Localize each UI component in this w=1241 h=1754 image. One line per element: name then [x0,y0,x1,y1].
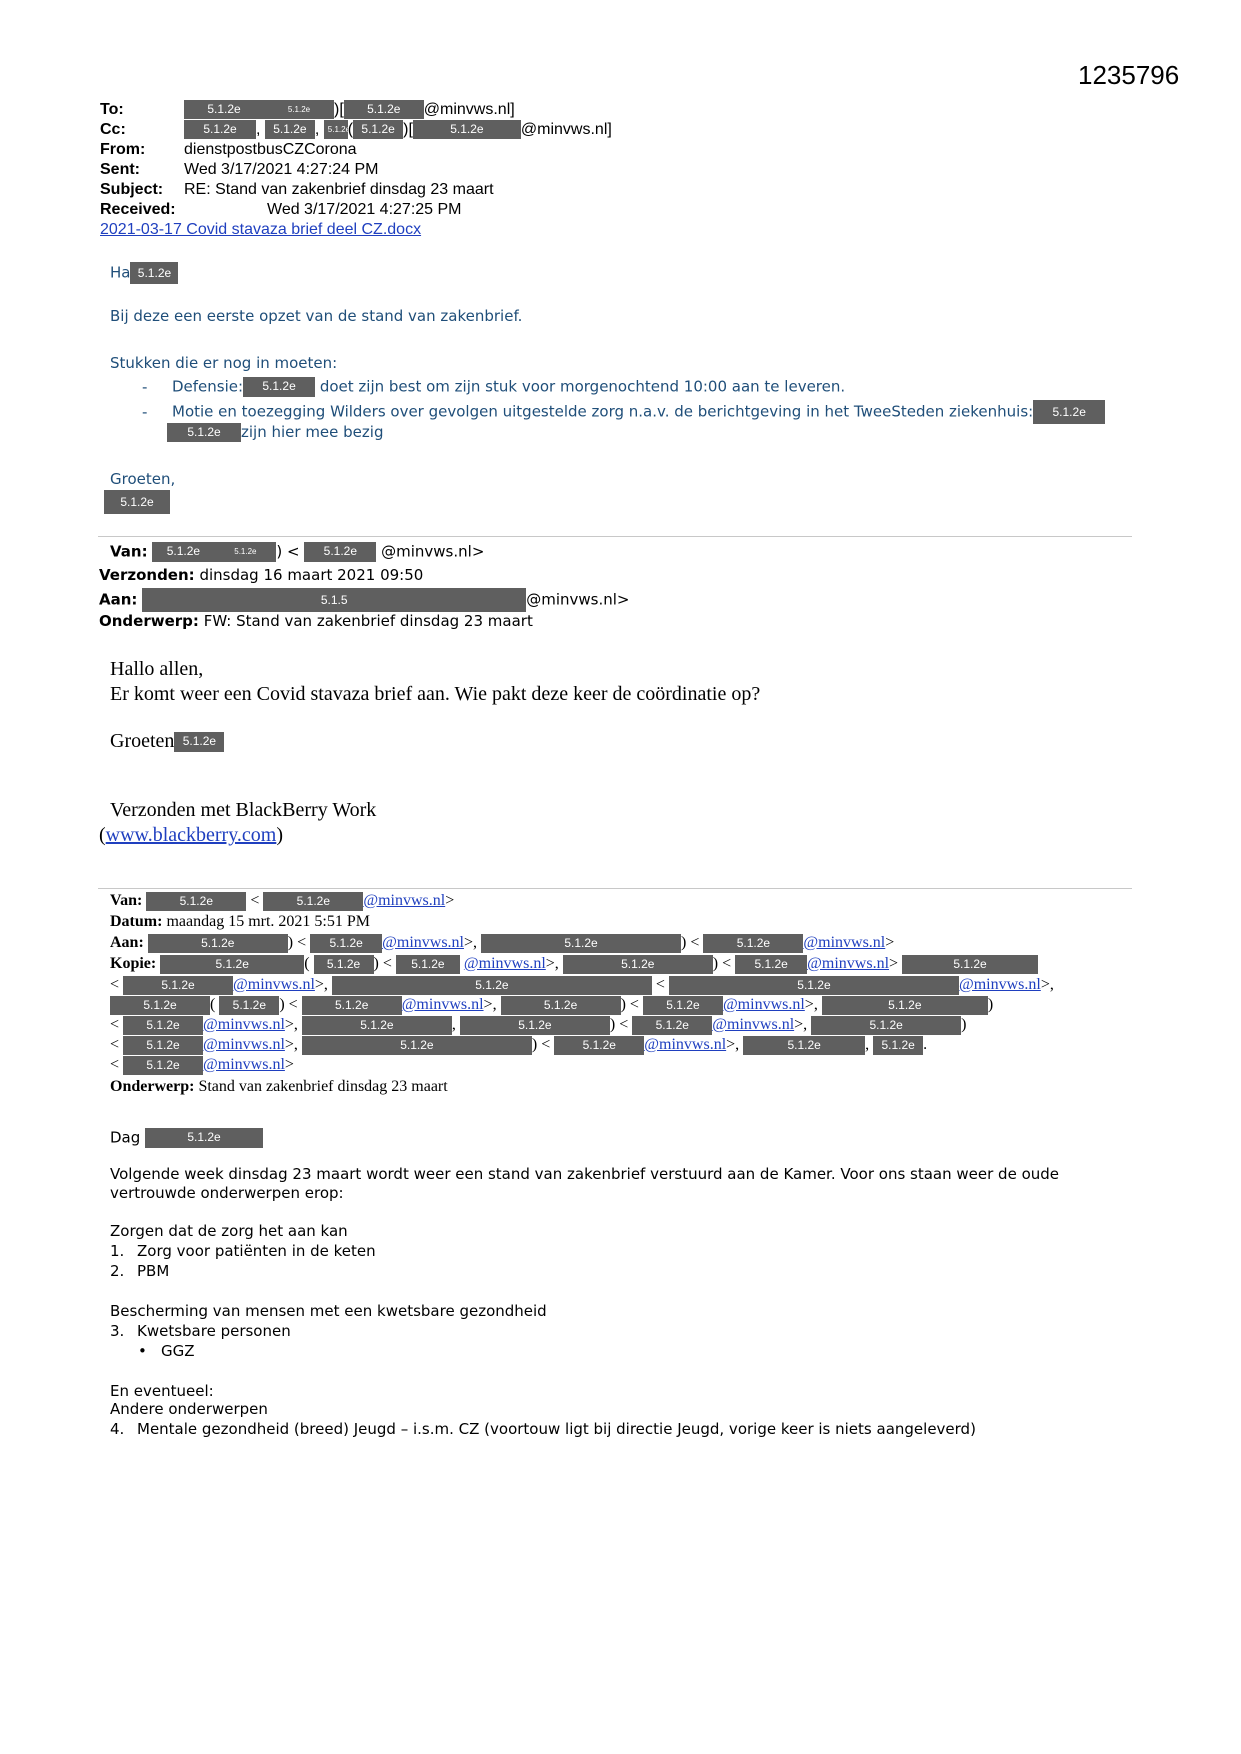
redaction: 5.1.2e [123,976,233,995]
msg1-greeting: Ha 5.1.2e [110,262,178,284]
from-value: dienstpostbusCZCorona [184,141,357,158]
divider [98,888,1132,889]
msg3-kopie-row-3: 5.1.2e ( 5.1.2e ) < 5.1.2e @minvws.nl>, 5.1.2e ) < 5.1.2e @minvws.nl>, 5.1.2e ) [110,996,993,1015]
redaction: 5.1.2e [184,100,264,119]
msg3-kopie-row-6: < 5.1.2e @minvws.nl> [110,1056,294,1074]
redaction: 5.1.2e [413,120,521,139]
redaction: 5.1.5 [142,588,526,612]
redaction: 5.1.2e [243,377,315,397]
redaction: 5.1.2e [130,262,178,284]
to-domain: @minvws.nl] [423,101,515,118]
msg2-van-row: Van: 5.1.2e 5.1.2e ) < 5.1.2e @minvws.nl> [110,542,485,561]
redaction: 5.1.2e [902,955,1038,974]
redaction: 5.1.2e [302,996,402,1015]
msg2-link-row: (www.blackberry.com) [99,824,284,846]
redaction: 5.1.2e [145,1128,263,1148]
redaction: 5.1.2e [264,100,334,119]
redaction: 5.1.2e [167,423,241,442]
msg2-line2: Er komt weer een Covid stavaza brief aan. Wie pakt deze keer de coördinatie op? [110,683,761,705]
msg3-item2: 2. PBM [110,1262,170,1280]
msg3-bullet1: • GGZ [138,1342,195,1360]
redaction: 5.1.2e [822,996,988,1015]
redaction: 5.1.2e [263,892,363,911]
redaction: 5.1.2e [396,955,460,974]
to-label: To: [100,101,124,118]
msg3-onderwerp-row: Onderwerp: Stand van zakenbrief dinsdag 23 maart [110,1078,448,1095]
header-received-row [100,200,462,220]
redaction: 5.1.2e [554,1036,644,1055]
msg3-aan-row: Aan: 5.1.2e ) < 5.1.2e @minvws.nl>, 5.1.2e ) < 5.1.2e @minvws.nl> [110,934,895,952]
attachment-link[interactable]: 2021-03-17 Covid stavaza brief deel CZ.docx [100,221,422,238]
header-from-row [100,140,357,160]
redaction: 5.1.2e [643,996,723,1015]
header-to-row: To: 5.1.2e 5.1.2e )[ 5.1.2e @minvws.nl] [100,101,515,118]
msg3-datum-row: Datum: maandag 15 mrt. 2021 5:51 PM [110,913,370,930]
redaction: 5.1.2e [703,934,803,953]
redaction: 5.1.2e [110,996,210,1015]
msg2-verzonden-row: Verzonden: dinsdag 16 maart 2021 09:50 [99,566,424,584]
msg3-kopie-row-5: < 5.1.2e @minvws.nl>, 5.1.2e ) < 5.1.2e @minvws.nl>, 5.1.2e , 5.1.2e . [110,1036,928,1054]
msg3-van-row: Van: 5.1.2e < 5.1.2e @minvws.nl> [110,892,455,910]
msg2-onderwerp-row: Onderwerp: FW: Stand van zakenbrief dinsdag 23 maart [99,612,533,630]
redaction: 5.1.2e [353,120,403,139]
msg3-item4: 4. Mentale gezondheid (breed) Jeugd – i.s.m. CZ (voortouw ligt bij directie Jeugd, vorige keer is niets aangeleverd) [110,1420,976,1438]
msg1-signature [104,490,170,514]
redaction: 5.1.2e [735,955,807,974]
redaction: 5.1.2e [265,120,315,139]
msg3-kopie-row-2: < 5.1.2e @minvws.nl>, 5.1.2e < 5.1.2e @minvws.nl>, [110,976,1054,994]
redaction: 5.1.2e [160,955,304,974]
msg3-dag: Dag 5.1.2e [110,1128,263,1148]
redaction: 5.1.2e [632,1016,712,1035]
redaction: 5.1.2e [123,1016,203,1035]
redaction: 5.1.2e [669,976,959,995]
msg2-line1: Hallo allen, [110,658,204,680]
redaction: 5.1.2e [174,732,224,752]
redaction: 5.1.2e [481,934,681,953]
redaction: 5.1.2e [873,1036,923,1055]
from-label: From: [100,141,146,158]
msg1-item2-cont: 5.1.2e zijn hier mee bezig [167,423,383,442]
header-sent-row [100,160,379,180]
header-subject-row [100,180,494,200]
msg1-intro: Bij deze een eerste opzet van de stand van zakenbrief. [110,307,523,325]
msg2-groeten: Groeten 5.1.2e [110,730,224,753]
redaction: 5.1.2e [811,1016,961,1035]
redaction: 5.1.2e [324,120,348,139]
msg1-closing: Groeten, [110,470,176,488]
redaction: 5.1.2e [501,996,621,1015]
sent-label: Sent: [100,161,140,178]
redaction: 5.1.2e [184,120,256,139]
redaction: 5.1.2e [460,1016,610,1035]
redaction: 5.1.2e [310,934,382,953]
redaction: 5.1.2e [214,542,276,562]
blackberry-link[interactable]: www.blackberry.com [105,824,277,846]
msg3-kopie-row-1: Kopie: 5.1.2e ( 5.1.2e ) < 5.1.2e @minvws.nl>, 5.1.2e ) < 5.1.2e @minvws.nl> 5.1.2e [110,955,1038,974]
redaction: 5.1.2e [314,955,374,974]
redaction: 5.1.2e [304,542,376,562]
redaction: 5.1.2e [302,1016,452,1035]
redaction: 5.1.2e [302,1036,532,1055]
msg3-kopie-row-4: < 5.1.2e @minvws.nl>, 5.1.2e , 5.1.2e ) < 5.1.2e @minvws.nl>, 5.1.2e ) [110,1016,967,1034]
msg3-item1: 1. Zorg voor patiënten in de keten [110,1242,376,1260]
redaction: 5.1.2e [146,892,246,911]
msg2-sent-with: Verzonden met BlackBerry Work [110,799,377,821]
divider [98,536,1132,537]
redaction: 5.1.2e [123,1036,203,1055]
redaction: 5.1.2e [1033,400,1105,424]
msg3-section3b: Andere onderwerpen [110,1400,268,1418]
redaction: 5.1.2e [148,934,288,953]
redaction: 5.1.2e [219,996,279,1015]
redaction: 5.1.2e [743,1036,865,1055]
sent-value: Wed 3/17/2021 4:27:24 PM [184,161,379,178]
msg3-section3: En eventueel: [110,1382,214,1400]
msg1-item1: - Defensie: 5.1.2e doet zijn best om zijn stuk voor morgenochtend 10:00 aan te leveren. [142,377,846,396]
msg1-item2: - Motie en toezegging Wilders over gevolgen uitgestelde zorg n.a.v. de berichtgeving in het TweeSteden ziekenhuis: 5.1.2e [142,400,1105,424]
msg3-section1: Zorgen dat de zorg het aan kan [110,1222,348,1240]
redaction: 5.1.2e [332,976,652,995]
msg3-section2: Bescherming van mensen met een kwetsbare gezondheid [110,1302,547,1320]
redaction: 5.1.2e [104,490,170,514]
subject-label: Subject: [100,181,164,198]
received-value: Wed 3/17/2021 4:27:25 PM [267,201,462,218]
cc-label: Cc: [100,121,126,138]
received-label: Received: [100,201,176,218]
subject-value: RE: Stand van zakenbrief dinsdag 23 maart [184,181,494,198]
header-cc-row: Cc: 5.1.2e , 5.1.2e , 5.1.2e( 5.1.2e )[ 5.1.2e @minvws.nl] [100,121,612,138]
msg1-missing-heading: Stukken die er nog in moeten: [110,354,338,372]
redaction: 5.1.2e [152,542,214,562]
msg2-aan-row: Aan: 5.1.5 @minvws.nl> [99,588,629,612]
redaction: 5.1.2e [123,1056,203,1075]
redaction: 5.1.2e [563,955,713,974]
cc-domain: @minvws.nl] [520,121,612,138]
msg3-para: Volgende week dinsdag 23 maart wordt weer een stand van zakenbrief verstuurd aan de Kamer. Voor ons staan weer de oude vertrouwde onderwerpen erop: [110,1165,1060,1202]
msg3-item3: 3. Kwetsbare personen [110,1322,291,1340]
document-number: 1235796 [1078,60,1180,90]
redaction: 5.1.2e [344,100,424,119]
